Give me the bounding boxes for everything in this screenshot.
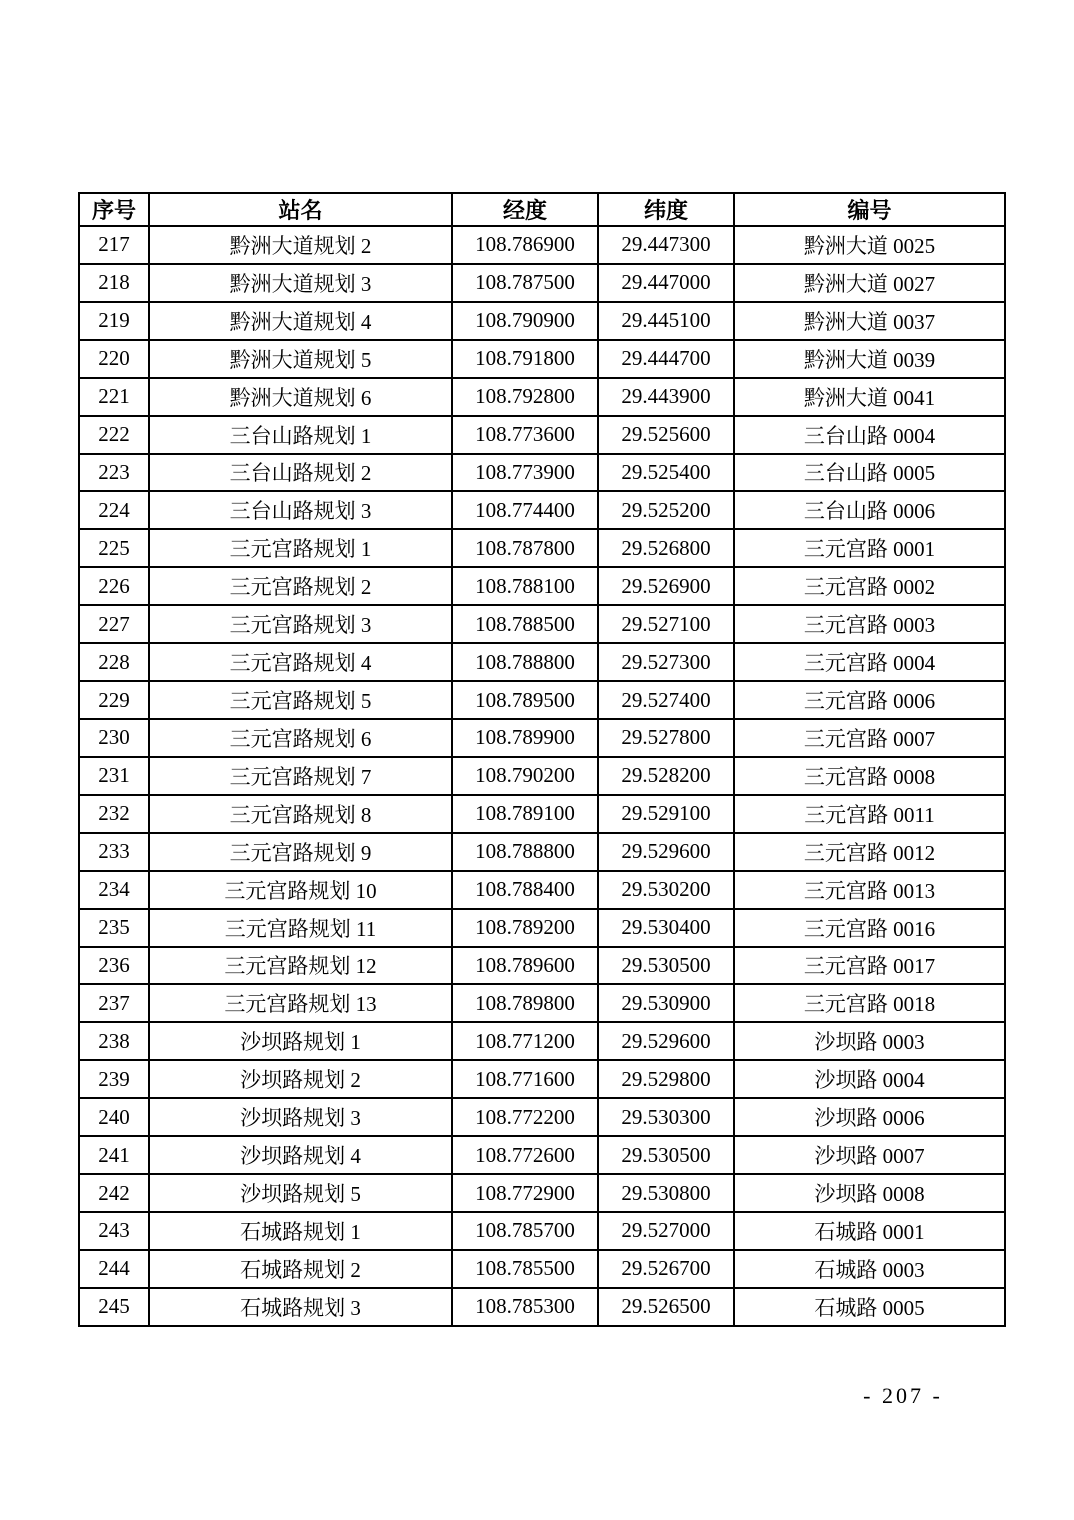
cell-index: 233 [79,833,149,871]
cell-station-name: 三元宫路规划 11 [149,909,452,947]
cell-latitude: 29.525400 [598,454,734,492]
cell-longitude: 108.789100 [452,795,598,833]
cell-longitude: 108.792800 [452,378,598,416]
cell-station-name: 三元宫路规划 3 [149,605,452,643]
cell-station-name: 三元宫路规划 1 [149,529,452,567]
cell-code: 沙坝路 0007 [734,1136,1005,1174]
cell-latitude: 29.527000 [598,1212,734,1250]
cell-latitude: 29.445100 [598,302,734,340]
cell-station-name: 黔洲大道规划 6 [149,378,452,416]
stations-table [78,192,1006,1327]
table-row [79,1250,1005,1288]
table-row [79,1212,1005,1250]
cell-station-name: 三台山路规划 2 [149,454,452,492]
cell-index: 224 [79,491,149,529]
page-number: - 207 - [863,1383,943,1408]
cell-station-name: 沙坝路规划 4 [149,1136,452,1174]
table-row [79,833,1005,871]
cell-code: 三元宫路 0006 [734,681,1005,719]
cell-code: 黔洲大道 0037 [734,302,1005,340]
cell-index: 230 [79,719,149,757]
cell-index: 221 [79,378,149,416]
cell-station-name: 三元宫路规划 8 [149,795,452,833]
cell-longitude: 108.791800 [452,340,598,378]
cell-latitude: 29.527300 [598,643,734,681]
table-row [79,605,1005,643]
cell-index: 244 [79,1250,149,1288]
cell-code: 三元宫路 0004 [734,643,1005,681]
cell-code: 石城路 0005 [734,1288,1005,1326]
cell-code: 沙坝路 0003 [734,1022,1005,1060]
col-header-longitude: 经度 [452,193,598,226]
cell-index: 227 [79,605,149,643]
cell-station-name: 三元宫路规划 5 [149,681,452,719]
cell-latitude: 29.529100 [598,795,734,833]
cell-station-name: 三台山路规划 3 [149,491,452,529]
table-row [79,1060,1005,1098]
table-row [79,871,1005,909]
cell-longitude: 108.789800 [452,984,598,1022]
table-row [79,529,1005,567]
cell-latitude: 29.447000 [598,264,734,302]
cell-station-name: 三元宫路规划 7 [149,757,452,795]
cell-longitude: 108.789200 [452,909,598,947]
table-row [79,302,1005,340]
cell-code: 石城路 0001 [734,1212,1005,1250]
cell-index: 235 [79,909,149,947]
col-header-index: 序号 [79,193,149,226]
cell-longitude: 108.790900 [452,302,598,340]
cell-station-name: 三元宫路规划 12 [149,947,452,985]
cell-index: 225 [79,529,149,567]
cell-latitude: 29.529600 [598,1022,734,1060]
table-row [79,719,1005,757]
table-row [79,681,1005,719]
cell-station-name: 石城路规划 2 [149,1250,452,1288]
cell-index: 237 [79,984,149,1022]
cell-latitude: 29.526900 [598,567,734,605]
cell-longitude: 108.789500 [452,681,598,719]
cell-station-name: 沙坝路规划 2 [149,1060,452,1098]
cell-latitude: 29.530500 [598,1136,734,1174]
cell-latitude: 29.443900 [598,378,734,416]
cell-code: 三元宫路 0001 [734,529,1005,567]
cell-latitude: 29.530200 [598,871,734,909]
cell-code: 沙坝路 0006 [734,1098,1005,1136]
table-row [79,226,1005,264]
cell-longitude: 108.790200 [452,757,598,795]
cell-latitude: 29.526700 [598,1250,734,1288]
cell-longitude: 108.786900 [452,226,598,264]
cell-longitude: 108.788800 [452,643,598,681]
cell-longitude: 108.788100 [452,567,598,605]
table-row [79,1022,1005,1060]
cell-station-name: 三元宫路规划 6 [149,719,452,757]
cell-latitude: 29.530500 [598,947,734,985]
cell-index: 229 [79,681,149,719]
table-row [79,454,1005,492]
cell-code: 三元宫路 0011 [734,795,1005,833]
table-row [79,378,1005,416]
table-row [79,643,1005,681]
cell-station-name: 三元宫路规划 13 [149,984,452,1022]
cell-code: 沙坝路 0008 [734,1174,1005,1212]
cell-station-name: 黔洲大道规划 3 [149,264,452,302]
table-row [79,984,1005,1022]
cell-longitude: 108.771600 [452,1060,598,1098]
cell-longitude: 108.785500 [452,1250,598,1288]
cell-longitude: 108.789600 [452,947,598,985]
cell-latitude: 29.530800 [598,1174,734,1212]
cell-code: 黔洲大道 0039 [734,340,1005,378]
cell-latitude: 29.526500 [598,1288,734,1326]
cell-latitude: 29.526800 [598,529,734,567]
cell-latitude: 29.529800 [598,1060,734,1098]
cell-index: 234 [79,871,149,909]
cell-code: 三元宫路 0017 [734,947,1005,985]
cell-index: 232 [79,795,149,833]
cell-index: 217 [79,226,149,264]
table-row [79,1288,1005,1326]
col-header-station: 站名 [149,193,452,226]
table-row [79,491,1005,529]
cell-code: 三台山路 0006 [734,491,1005,529]
table-row [79,416,1005,454]
cell-latitude: 29.525600 [598,416,734,454]
cell-code: 三台山路 0005 [734,454,1005,492]
cell-index: 226 [79,567,149,605]
table-row [79,1098,1005,1136]
cell-index: 240 [79,1098,149,1136]
cell-longitude: 108.772200 [452,1098,598,1136]
cell-index: 223 [79,454,149,492]
cell-code: 三元宫路 0018 [734,984,1005,1022]
cell-code: 黔洲大道 0041 [734,378,1005,416]
cell-station-name: 三元宫路规划 4 [149,643,452,681]
cell-code: 石城路 0003 [734,1250,1005,1288]
cell-code: 三元宫路 0012 [734,833,1005,871]
cell-code: 三元宫路 0007 [734,719,1005,757]
cell-station-name: 三元宫路规划 9 [149,833,452,871]
cell-station-name: 黔洲大道规划 5 [149,340,452,378]
table-row [79,757,1005,795]
cell-latitude: 29.527800 [598,719,734,757]
cell-index: 239 [79,1060,149,1098]
cell-latitude: 29.525200 [598,491,734,529]
cell-longitude: 108.772600 [452,1136,598,1174]
cell-longitude: 108.774400 [452,491,598,529]
table-row [79,1136,1005,1174]
cell-longitude: 108.787800 [452,529,598,567]
cell-index: 219 [79,302,149,340]
cell-index: 220 [79,340,149,378]
cell-index: 218 [79,264,149,302]
cell-station-name: 黔洲大道规划 2 [149,226,452,264]
cell-station-name: 三台山路规划 1 [149,416,452,454]
cell-code: 黔洲大道 0027 [734,264,1005,302]
cell-latitude: 29.530300 [598,1098,734,1136]
table-row [79,567,1005,605]
cell-latitude: 29.447300 [598,226,734,264]
cell-longitude: 108.771200 [452,1022,598,1060]
cell-station-name: 石城路规划 1 [149,1212,452,1250]
cell-station-name: 三元宫路规划 2 [149,567,452,605]
cell-longitude: 108.789900 [452,719,598,757]
table-row [79,947,1005,985]
cell-code: 黔洲大道 0025 [734,226,1005,264]
cell-latitude: 29.528200 [598,757,734,795]
cell-latitude: 29.530400 [598,909,734,947]
cell-longitude: 108.772900 [452,1174,598,1212]
cell-index: 222 [79,416,149,454]
cell-index: 238 [79,1022,149,1060]
cell-station-name: 沙坝路规划 1 [149,1022,452,1060]
col-header-code: 编号 [734,193,1005,226]
table-row [79,340,1005,378]
cell-code: 三元宫路 0002 [734,567,1005,605]
cell-code: 三元宫路 0003 [734,605,1005,643]
cell-code: 三元宫路 0008 [734,757,1005,795]
cell-index: 228 [79,643,149,681]
cell-index: 242 [79,1174,149,1212]
cell-code: 三台山路 0004 [734,416,1005,454]
cell-index: 243 [79,1212,149,1250]
cell-index: 231 [79,757,149,795]
cell-station-name: 黔洲大道规划 4 [149,302,452,340]
cell-station-name: 三元宫路规划 10 [149,871,452,909]
cell-station-name: 石城路规划 3 [149,1288,452,1326]
cell-longitude: 108.788400 [452,871,598,909]
cell-index: 241 [79,1136,149,1174]
table-row [79,264,1005,302]
cell-index: 245 [79,1288,149,1326]
cell-latitude: 29.529600 [598,833,734,871]
cell-longitude: 108.773900 [452,454,598,492]
table-row [79,909,1005,947]
cell-code: 三元宫路 0016 [734,909,1005,947]
cell-code: 三元宫路 0013 [734,871,1005,909]
cell-longitude: 108.773600 [452,416,598,454]
cell-station-name: 沙坝路规划 5 [149,1174,452,1212]
col-header-latitude: 纬度 [598,193,734,226]
cell-code: 沙坝路 0004 [734,1060,1005,1098]
cell-latitude: 29.527100 [598,605,734,643]
cell-latitude: 29.530900 [598,984,734,1022]
cell-longitude: 108.785300 [452,1288,598,1326]
cell-station-name: 沙坝路规划 3 [149,1098,452,1136]
cell-longitude: 108.787500 [452,264,598,302]
cell-longitude: 108.788800 [452,833,598,871]
table-header-row [79,193,1005,226]
table-row [79,1174,1005,1212]
cell-latitude: 29.527400 [598,681,734,719]
table-row [79,795,1005,833]
cell-longitude: 108.788500 [452,605,598,643]
cell-index: 236 [79,947,149,985]
cell-latitude: 29.444700 [598,340,734,378]
cell-longitude: 108.785700 [452,1212,598,1250]
